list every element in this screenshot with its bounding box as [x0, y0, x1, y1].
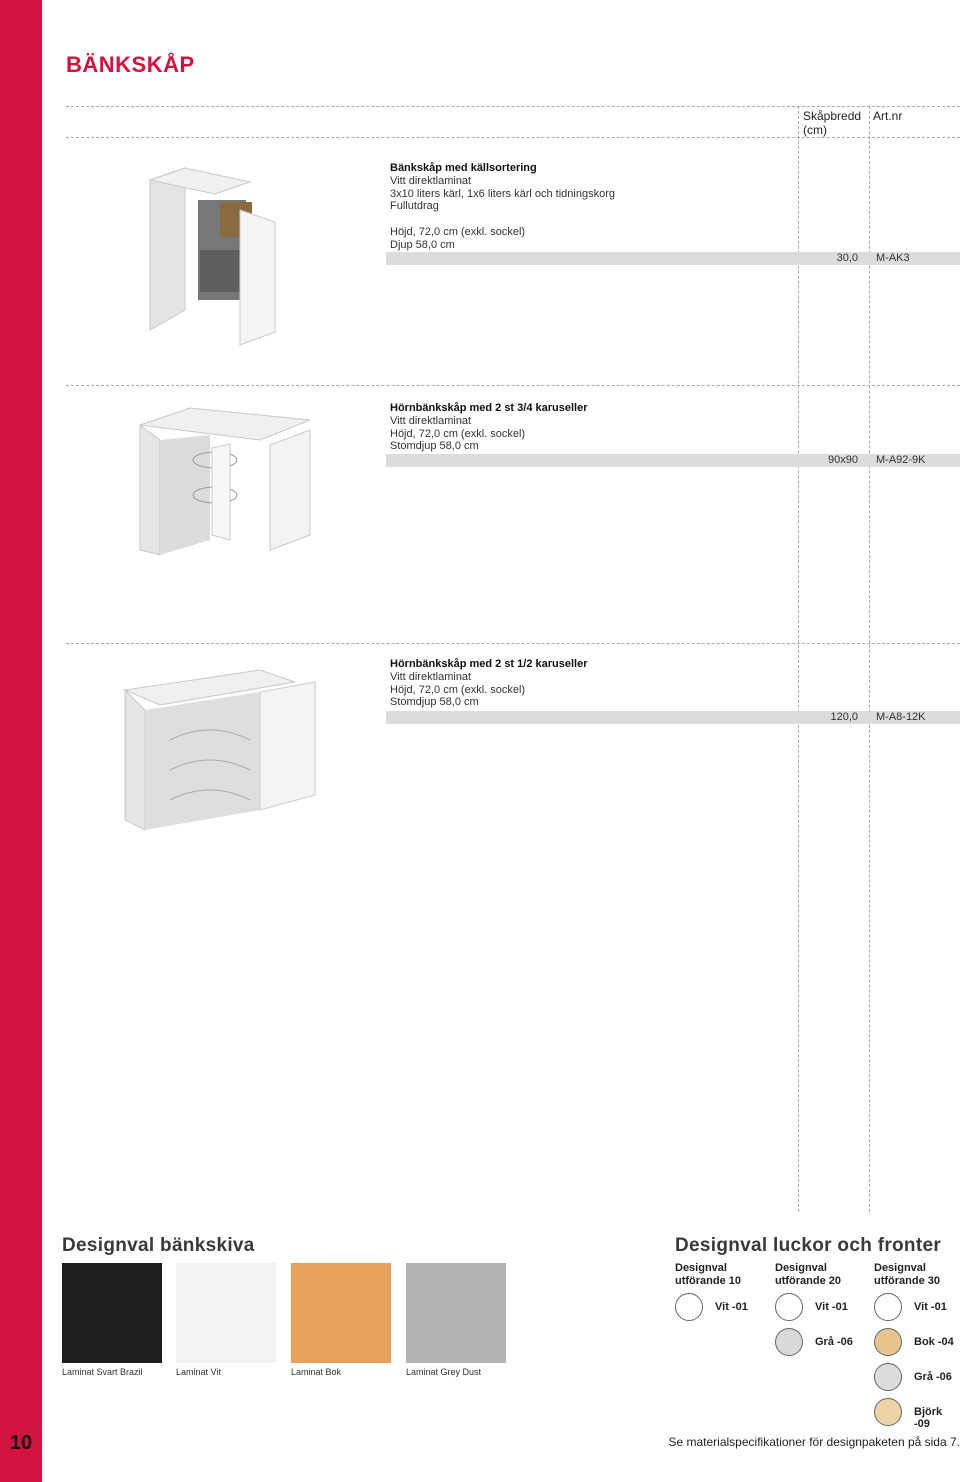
design-column-header-line: Designval: [675, 1262, 727, 1274]
product-1-spec-row: [386, 252, 960, 265]
product-1-description: [390, 162, 615, 252]
product-3-spec-row: [386, 711, 960, 724]
worktop-swatch-label: Laminat Vit: [176, 1367, 221, 1377]
product-1-line: Djup 58,0 cm: [390, 238, 455, 251]
product-1-line: Vitt direktlaminat: [390, 174, 472, 187]
product-2-spec-row: [386, 454, 960, 467]
color-swatch-gra[interactable]: [874, 1363, 902, 1391]
color-option-label: Björk -09: [914, 1406, 943, 1430]
product-3-line: Stomdjup 58,0 cm: [390, 696, 479, 709]
product-2-width: 90x90: [828, 454, 858, 466]
color-option-label: Vit -01: [914, 1301, 947, 1313]
color-swatch-gra[interactable]: [775, 1328, 803, 1356]
red-sidebar: [0, 0, 42, 1482]
worktop-swatch-label: Laminat Grey Dust: [406, 1367, 482, 1377]
doors-section-title: Designval luckor och fronter: [675, 1235, 942, 1256]
page-number: 10: [9, 1432, 33, 1454]
product-image-corner-cabinet-1-2: [110, 660, 330, 840]
color-swatch-vit[interactable]: [675, 1293, 703, 1321]
column-divider-art: [869, 106, 870, 1212]
divider-top: [66, 106, 960, 107]
product-3-line: Vitt direktlaminat: [390, 670, 472, 683]
divider-row-1: [66, 385, 960, 386]
footer-note: Se materialspecifikationer för designpaketen på sida 7.: [668, 1435, 960, 1449]
design-column-header-line: Designval: [874, 1262, 926, 1274]
worktop-swatch-grey-dust[interactable]: [406, 1263, 506, 1363]
product-1-art-number: M-AK3: [876, 252, 910, 264]
column-header-art: Art.nr: [873, 109, 903, 123]
color-option-label: Bok -04: [914, 1336, 954, 1348]
column-divider-width: [798, 106, 799, 1212]
color-option-label: Grå -06: [914, 1371, 952, 1383]
product-3-description: [390, 658, 587, 709]
worktop-swatch-beech[interactable]: [291, 1263, 391, 1363]
product-3-art-number: M-A8-12K: [876, 711, 926, 723]
worktop-swatch-white[interactable]: [176, 1263, 276, 1363]
product-image-sorting-cabinet: [140, 160, 290, 350]
product-3-line: Höjd, 72,0 cm (exkl. sockel): [390, 683, 526, 696]
worktop-section-title: Designval bänkskiva: [62, 1235, 255, 1256]
design-column-header-10: [675, 1262, 741, 1288]
product-3-title: Hörnbänkskåp med 2 st 1/2 karuseller: [390, 658, 588, 670]
design-column-header-line: utförande 20: [775, 1275, 842, 1287]
product-1-width: 30,0: [836, 252, 858, 264]
column-header-width: Skåpbredd (cm): [803, 109, 862, 137]
color-swatch-vit[interactable]: [775, 1293, 803, 1321]
design-column-header-line: utförande 30: [874, 1275, 941, 1287]
color-option-label: Vit -01: [815, 1301, 848, 1313]
worktop-swatch-label: Laminat Bok: [291, 1367, 342, 1377]
color-option-label: Grå -06: [815, 1336, 853, 1348]
design-column-header-30: [874, 1262, 940, 1288]
product-1-line: Fullutdrag: [390, 200, 439, 213]
product-1-title: Bänkskåp med källsortering: [390, 162, 537, 174]
worktop-swatch-black[interactable]: [62, 1263, 162, 1363]
divider-header: [66, 137, 960, 138]
divider-row-2: [66, 643, 960, 644]
design-column-header-line: utförande 10: [675, 1275, 742, 1287]
page-title: BÄNKSKÅP: [66, 52, 195, 77]
product-1-line: 3x10 liters kärl, 1x6 liters kärl och tidningskorg: [390, 187, 615, 200]
product-2-description: [390, 402, 587, 453]
color-option-label: Vit -01: [715, 1301, 748, 1313]
worktop-swatch-label: Laminat Svart Brazil: [62, 1367, 143, 1377]
product-2-title: Hörnbänkskåp med 2 st 3/4 karuseller: [390, 402, 588, 414]
product-1-line: Höjd, 72,0 cm (exkl. sockel): [390, 225, 526, 238]
product-2-line: Höjd, 72,0 cm (exkl. sockel): [390, 427, 526, 440]
color-swatch-bok[interactable]: [874, 1328, 902, 1356]
color-swatch-bjork[interactable]: [874, 1398, 902, 1426]
product-3-width: 120,0: [830, 711, 858, 723]
color-swatch-vit[interactable]: [874, 1293, 902, 1321]
product-1-spacer: [390, 213, 615, 226]
product-2-line: Stomdjup 58,0 cm: [390, 440, 479, 453]
design-column-header-20: [775, 1262, 841, 1288]
product-image-corner-cabinet-3-4: [130, 400, 330, 560]
product-2-art-number: M-A92-9K: [876, 454, 926, 466]
product-2-line: Vitt direktlaminat: [390, 414, 472, 427]
design-column-header-line: Designval: [775, 1262, 827, 1274]
